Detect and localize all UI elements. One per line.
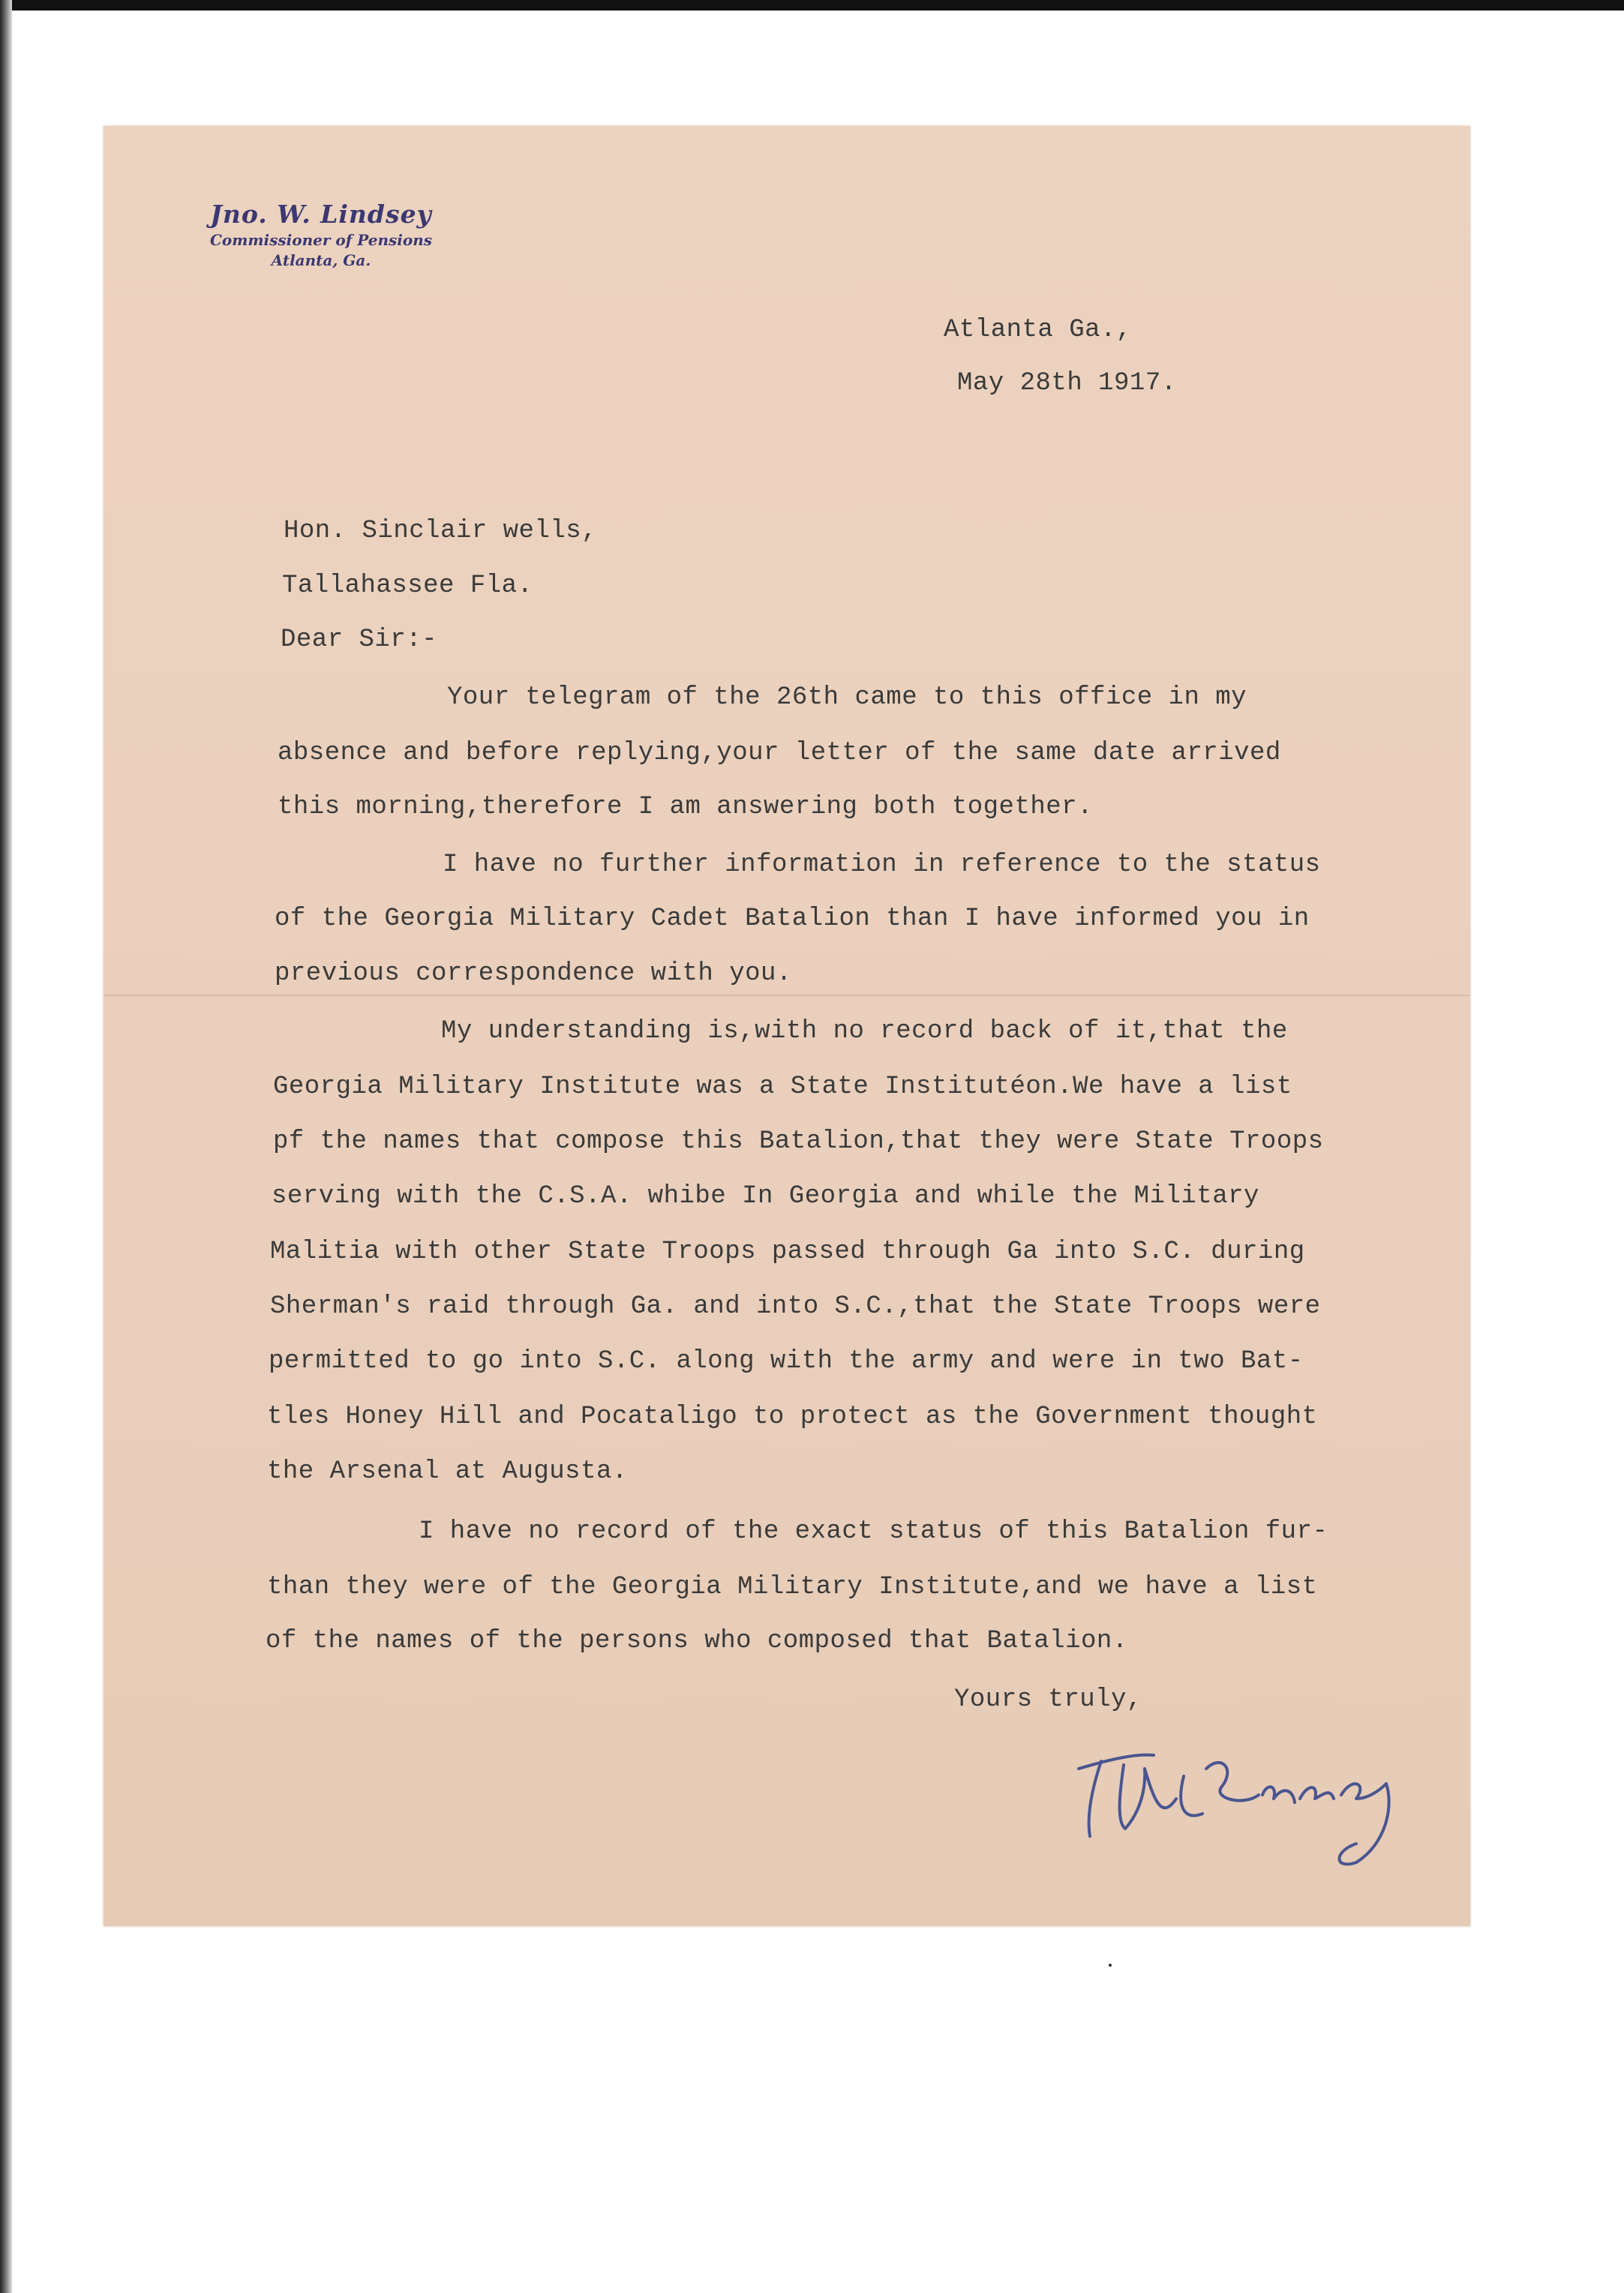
scan-border-left [0,0,12,2293]
letter-sheet [104,126,1470,1926]
body-line: Sherman's raid through Ga. and into S.C.,that the State Troops were [270,1292,1321,1321]
body-line: Malitia with other State Troops passed through Ga into S.C. during [270,1238,1305,1266]
body-line: I have no further information in reference to the status [443,851,1321,879]
dateline-place: Atlanta Ga., [944,316,1132,344]
letterhead-city: Atlanta, Ga. [271,251,371,269]
body-line: the Arsenal at Augusta. [267,1457,628,1486]
body-line: I have no record of the exact status of this Batalion fur- [419,1517,1328,1546]
body-line: of the names of the persons who composed that Batalion. [266,1627,1128,1655]
recipient-name: Hon. Sinclair wells, [284,517,598,545]
closing: Yours truly, [954,1685,1142,1714]
fold-crease [104,995,1470,996]
body-line: Georgia Military Institute was a State Institutéon.We have a list [273,1073,1292,1101]
body-line: tles Honey Hill and Pocataligo to protect as the Government thought [267,1403,1318,1431]
body-line: Your telegram of the 26th came to this office in my [447,683,1247,712]
letterhead-name: Jno. W. Lindsey [210,200,432,229]
scan-border-top [0,0,1624,11]
recipient-address: Tallahassee Fla. [282,572,533,600]
salutation: Dear Sir:- [281,626,438,654]
body-line: previous correspondence with you. [275,959,792,988]
scan-speck [1109,1964,1112,1967]
body-line: permitted to go into S.C. along with the army and were in two Bat- [269,1347,1304,1376]
body-line: pf the names that compose this Batalion,that they were State Troops [273,1127,1324,1156]
body-line: absence and before replying,your letter of the same date arrived [278,739,1281,767]
body-line: My understanding is,with no record back of it,that the [441,1017,1288,1046]
letterhead [194,200,449,270]
letterhead-title: Commissioner of Pensions [209,231,433,249]
body-line: of the Georgia Military Cadet Batalion than I have informed you in [275,905,1310,933]
dateline-date: May 28th 1917. [957,369,1177,398]
signature-image [1071,1724,1424,1874]
body-line: this morning,therefore I am answering both together. [278,793,1093,821]
body-line: serving with the C.S.A. whibe In Georgia and while the Military [272,1182,1259,1211]
body-line: than they were of the Georgia Military Institute,and we have a list [267,1573,1318,1601]
